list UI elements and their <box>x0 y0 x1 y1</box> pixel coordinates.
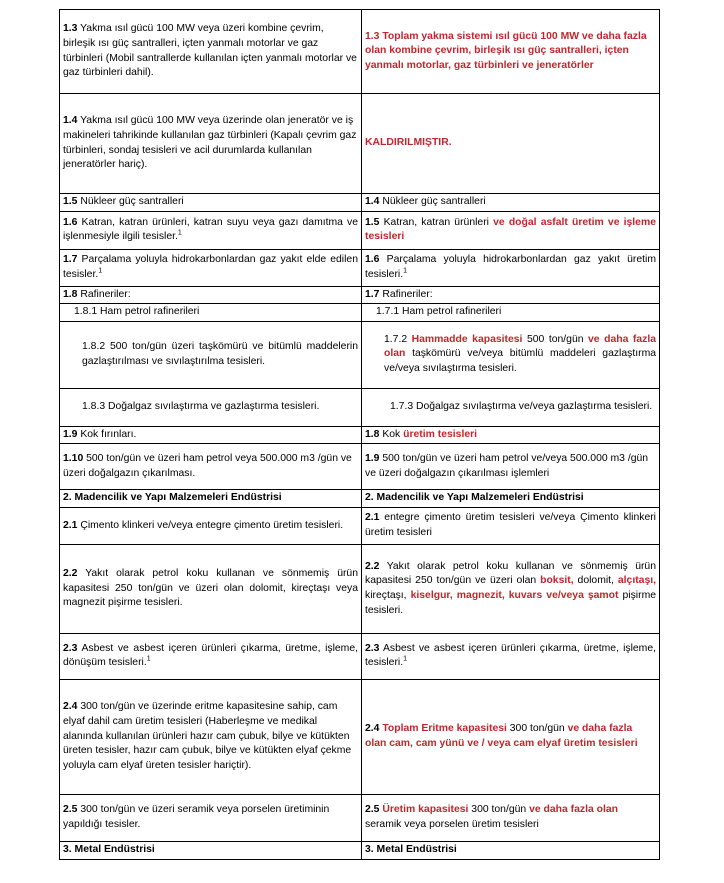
cell-text: 1.5 <box>63 196 78 207</box>
cell-text: 2. Madencilik ve Yapı Malzemeleri Endüstrisi <box>63 492 282 504</box>
cell-text: 1.8.1 Ham petrol rafinerileri <box>74 306 200 318</box>
right-cell <box>362 679 660 794</box>
table-row <box>60 679 660 794</box>
cell-text: Parçalama yoluyla hidrokarbonlardan gaz yakıt elde edilen tesisler. <box>63 254 358 280</box>
amended-text: ve daha fazla olan <box>384 333 656 360</box>
cell-text: 1.5 <box>365 216 380 228</box>
cell-text: 1.8 <box>63 288 78 300</box>
left-cell <box>60 10 362 94</box>
cell-text: Yakma ısıl gücü 100 MW veya üzeri kombine çevrim, birleşik ısı güç santralleri, içten yanmalı motorlar ve gaz türbinleri (Mobil santrallerde kullanılan içten yanmalı motorlar ve gaz türbinleri dahil). <box>63 23 357 79</box>
right-cell <box>362 10 660 94</box>
cell-text: 300 ton/gün ve üzerinde eritme kapasitesine sahip, cam elyaf dahil cam üretim tesisleri (Haberleşme ve medikal alanında kullanılan ürünleri hazır cam çubuk, bilye ve kütükten üreten tesisler, hazır cam çubuk, bilye ve kütükten elyaf çekme yoluyla cam elyaf üreten tesisler hariçtir). <box>63 701 352 771</box>
amended-text: kiselgur, magnezit, kuvars ve/veya şamot <box>410 589 619 601</box>
table-row <box>60 94 660 194</box>
left-cell <box>60 321 362 388</box>
right-cell <box>362 94 660 194</box>
cell-text: Asbest ve asbest içeren ürünleri çıkarma, üretme, işleme, tesisleri. <box>365 642 656 669</box>
amended-text: ve daha fazla olan <box>529 804 619 816</box>
table-row <box>60 10 660 94</box>
cell-text: 1.7.1 Ham petrol rafinerileri <box>376 306 502 318</box>
cell-text: 2.5 <box>63 804 78 816</box>
cell-text: 1.9 <box>63 428 78 440</box>
right-cell <box>362 304 660 322</box>
cell-text: Katran, katran ürünleri <box>379 216 494 228</box>
left-cell <box>60 211 362 249</box>
left-cell <box>60 194 362 212</box>
cell-text: 500 ton/gün <box>522 333 589 345</box>
left-cell <box>60 490 362 508</box>
left-cell <box>60 633 362 679</box>
cell-text: 1.4 <box>365 196 380 207</box>
right-cell <box>362 444 660 490</box>
amended-text: Üretim kapasitesi <box>382 804 469 816</box>
cell-text: 1.4 <box>63 115 78 127</box>
right-cell <box>362 507 660 544</box>
cell-text: 1.6 <box>365 254 380 265</box>
table-row <box>60 544 660 633</box>
cell-text: Asbest ve asbest içeren ürünleri çıkarma, üretme, işleme, dönüşüm tesisleri. <box>63 642 358 669</box>
cell-text: 300 ton/gün <box>506 723 568 735</box>
cell-text: 2.4 <box>63 701 78 713</box>
cell-text: taşkömürü ve/veya bitümlü maddeleri gazlaştırma ve/veya sıvılaştırma tesisleri. <box>384 348 656 375</box>
left-cell <box>60 304 362 322</box>
cell-text: 2.2 <box>365 560 380 572</box>
comparison-table-body <box>60 10 660 860</box>
table-row <box>60 841 660 859</box>
table-row <box>60 211 660 249</box>
cell-text: Yakma ısıl gücü 100 MW veya üzerinde olan jeneratör ve iş makineleri tahrikinde kullanılan gaz türbinleri (Kapalı çevrim gaz türbinleri, sondaj tesisleri ve acil durumlarda kullanılan jeneratörler hariç). <box>63 115 357 171</box>
cell-text: 1.7 <box>63 254 78 265</box>
amended-text: boksit, <box>540 575 574 587</box>
cell-text: 2.2 <box>63 568 78 580</box>
cell-text: 1.10 <box>63 453 84 465</box>
right-cell <box>362 211 660 249</box>
left-cell <box>60 388 362 426</box>
cell-text: 1.9 <box>365 453 380 465</box>
cell-text: Kok fırınları. <box>77 428 137 440</box>
right-cell <box>362 544 660 633</box>
cell-text: 2.1 <box>365 512 380 524</box>
cell-text: dolomit, <box>573 575 618 587</box>
table-row <box>60 444 660 490</box>
cell-text: Yakıt olarak petrol koku kullanan ve sönmemiş ürün kapasitesi 250 ton/gün ve üzeri olan <box>365 560 656 587</box>
cell-text: kireçtaşı, <box>365 589 411 601</box>
amended-text: ve doğal asfalt üretim ve işleme tesisleri <box>365 216 656 243</box>
cell-text: Katran, katran ürünleri, katran suyu veya gazı damıtma ve işlenmesiyle ilgili tesisler. <box>63 216 358 243</box>
cell-text: Rafineriler: <box>77 288 131 300</box>
cell-text: entegre çimento üretim tesisleri ve/veya Çimento klinkeri üretim tesisleri <box>365 512 656 538</box>
cell-text: Nükleer güç santralleri <box>77 196 184 207</box>
cell-text: Rafineriler: <box>379 288 433 300</box>
amended-text: KALDIRILMIŞTIR. <box>365 137 452 149</box>
cell-text: 2.3 <box>365 642 380 654</box>
cell-text: 2.4 <box>365 723 380 735</box>
cell-text: 1.7 <box>365 288 380 300</box>
amended-text: alçıtaşı, <box>617 575 657 587</box>
right-cell <box>362 794 660 841</box>
right-cell <box>362 841 660 859</box>
amended-text: ve daha fazla olan cam, cam yünü ve / veya cam elyaf üretim tesisleri <box>365 723 638 749</box>
table-row <box>60 794 660 841</box>
right-cell <box>362 633 660 679</box>
table-row <box>60 490 660 508</box>
left-cell <box>60 794 362 841</box>
footnote-marker: 1 <box>177 229 182 237</box>
left-cell <box>60 507 362 544</box>
cell-text: 2. Madencilik ve Yapı Malzemeleri Endüstrisi <box>365 492 584 504</box>
cell-text: 2.3 <box>63 642 78 654</box>
table-row <box>60 507 660 544</box>
cell-text: 1.8.2 500 ton/gün üzeri taşkömürü ve bitümlü maddelerin gazlaştırılması ve sıvılaştırılma tesisleri. <box>82 341 358 367</box>
amended-text: Hammadde kapasitesi <box>411 333 523 345</box>
cell-text: seramik veya porselen üretim tesisleri <box>365 818 539 830</box>
footnote-marker: 1 <box>403 656 408 663</box>
cell-text: 500 ton/gün ve üzeri ham petrol ve/veya 500.000 m3 /gün ve üzeri doğalgazın çıkarılması işlemleri <box>365 453 649 479</box>
right-cell <box>362 249 660 286</box>
left-cell <box>60 286 362 304</box>
footnote-marker: 1 <box>98 267 103 275</box>
left-cell <box>60 249 362 286</box>
cell-text: Nükleer güç santralleri <box>379 196 486 207</box>
footnote-marker: 1 <box>146 656 151 663</box>
left-cell <box>60 426 362 444</box>
right-cell <box>362 321 660 388</box>
right-cell <box>362 490 660 508</box>
cell-text: Yakıt olarak petrol koku kullanan ve sönmemiş ürün kapasitesi 250 ton/gün ve üzeri olan dolomit, kireçtaşı veya magnezit pişirme tesisleri. <box>63 568 358 609</box>
left-cell <box>60 444 362 490</box>
right-cell <box>362 286 660 304</box>
cell-text: 1.3 <box>63 23 78 35</box>
left-cell <box>60 544 362 633</box>
cell-text: 1.7.3 Doğalgaz sıvılaştırma ve/veya gazlaştırma tesisleri. <box>390 400 653 412</box>
cell-text: 1.7.2 <box>384 333 412 345</box>
table-row <box>60 249 660 286</box>
cell-text: 300 ton/gün ve üzeri seramik veya porselen üretiminin yapıldığı tesisler. <box>63 804 330 830</box>
amended-text: 1.3 Toplam yakma sistemi ısıl gücü 100 MW ve daha fazla olan kombine çevrim, birleşik ısı güç santralleri, içten yanmalı motorlar, gaz türbinleri ve jeneratörler <box>365 30 647 71</box>
left-cell <box>60 841 362 859</box>
left-cell <box>60 94 362 194</box>
table-row <box>60 286 660 304</box>
left-cell <box>60 679 362 794</box>
comparison-table <box>59 9 660 860</box>
right-cell <box>362 194 660 212</box>
cell-text: pişirme tesisleri. <box>365 589 656 616</box>
cell-text: 1.8.3 Doğalgaz sıvılaştırma ve gazlaştırma tesisleri. <box>82 400 320 412</box>
cell-text: 1.8 <box>365 428 380 440</box>
amended-text: üretim tesisleri <box>403 428 478 440</box>
cell-text: 3. Metal Endüstrisi <box>63 843 155 855</box>
footnote-marker: 1 <box>403 267 408 275</box>
cell-text: Kok <box>379 428 404 440</box>
table-row <box>60 304 660 322</box>
cell-text: 2.1 <box>63 519 78 531</box>
table-row <box>60 321 660 388</box>
table-row <box>60 633 660 679</box>
table-row <box>60 194 660 212</box>
cell-text: 3. Metal Endüstrisi <box>365 843 457 855</box>
right-cell <box>362 426 660 444</box>
table-row <box>60 388 660 426</box>
cell-text: Çimento klinkeri ve/veya entegre çimento üretim tesisleri. <box>77 519 344 531</box>
right-cell <box>362 388 660 426</box>
cell-text: Parçalama yoluyla hidrokarbonlardan gaz yakıt üretim tesisleri. <box>365 254 656 280</box>
amended-text: Toplam Eritme kapasitesi <box>382 723 507 735</box>
table-row <box>60 426 660 444</box>
cell-text: 500 ton/gün ve üzeri ham petrol veya 500.000 m3 /gün ve üzeri doğalgazın çıkarılması. <box>63 453 352 479</box>
cell-text: 2.5 <box>365 804 380 816</box>
cell-text: 300 ton/gün <box>468 804 530 816</box>
cell-text: 1.6 <box>63 216 78 228</box>
